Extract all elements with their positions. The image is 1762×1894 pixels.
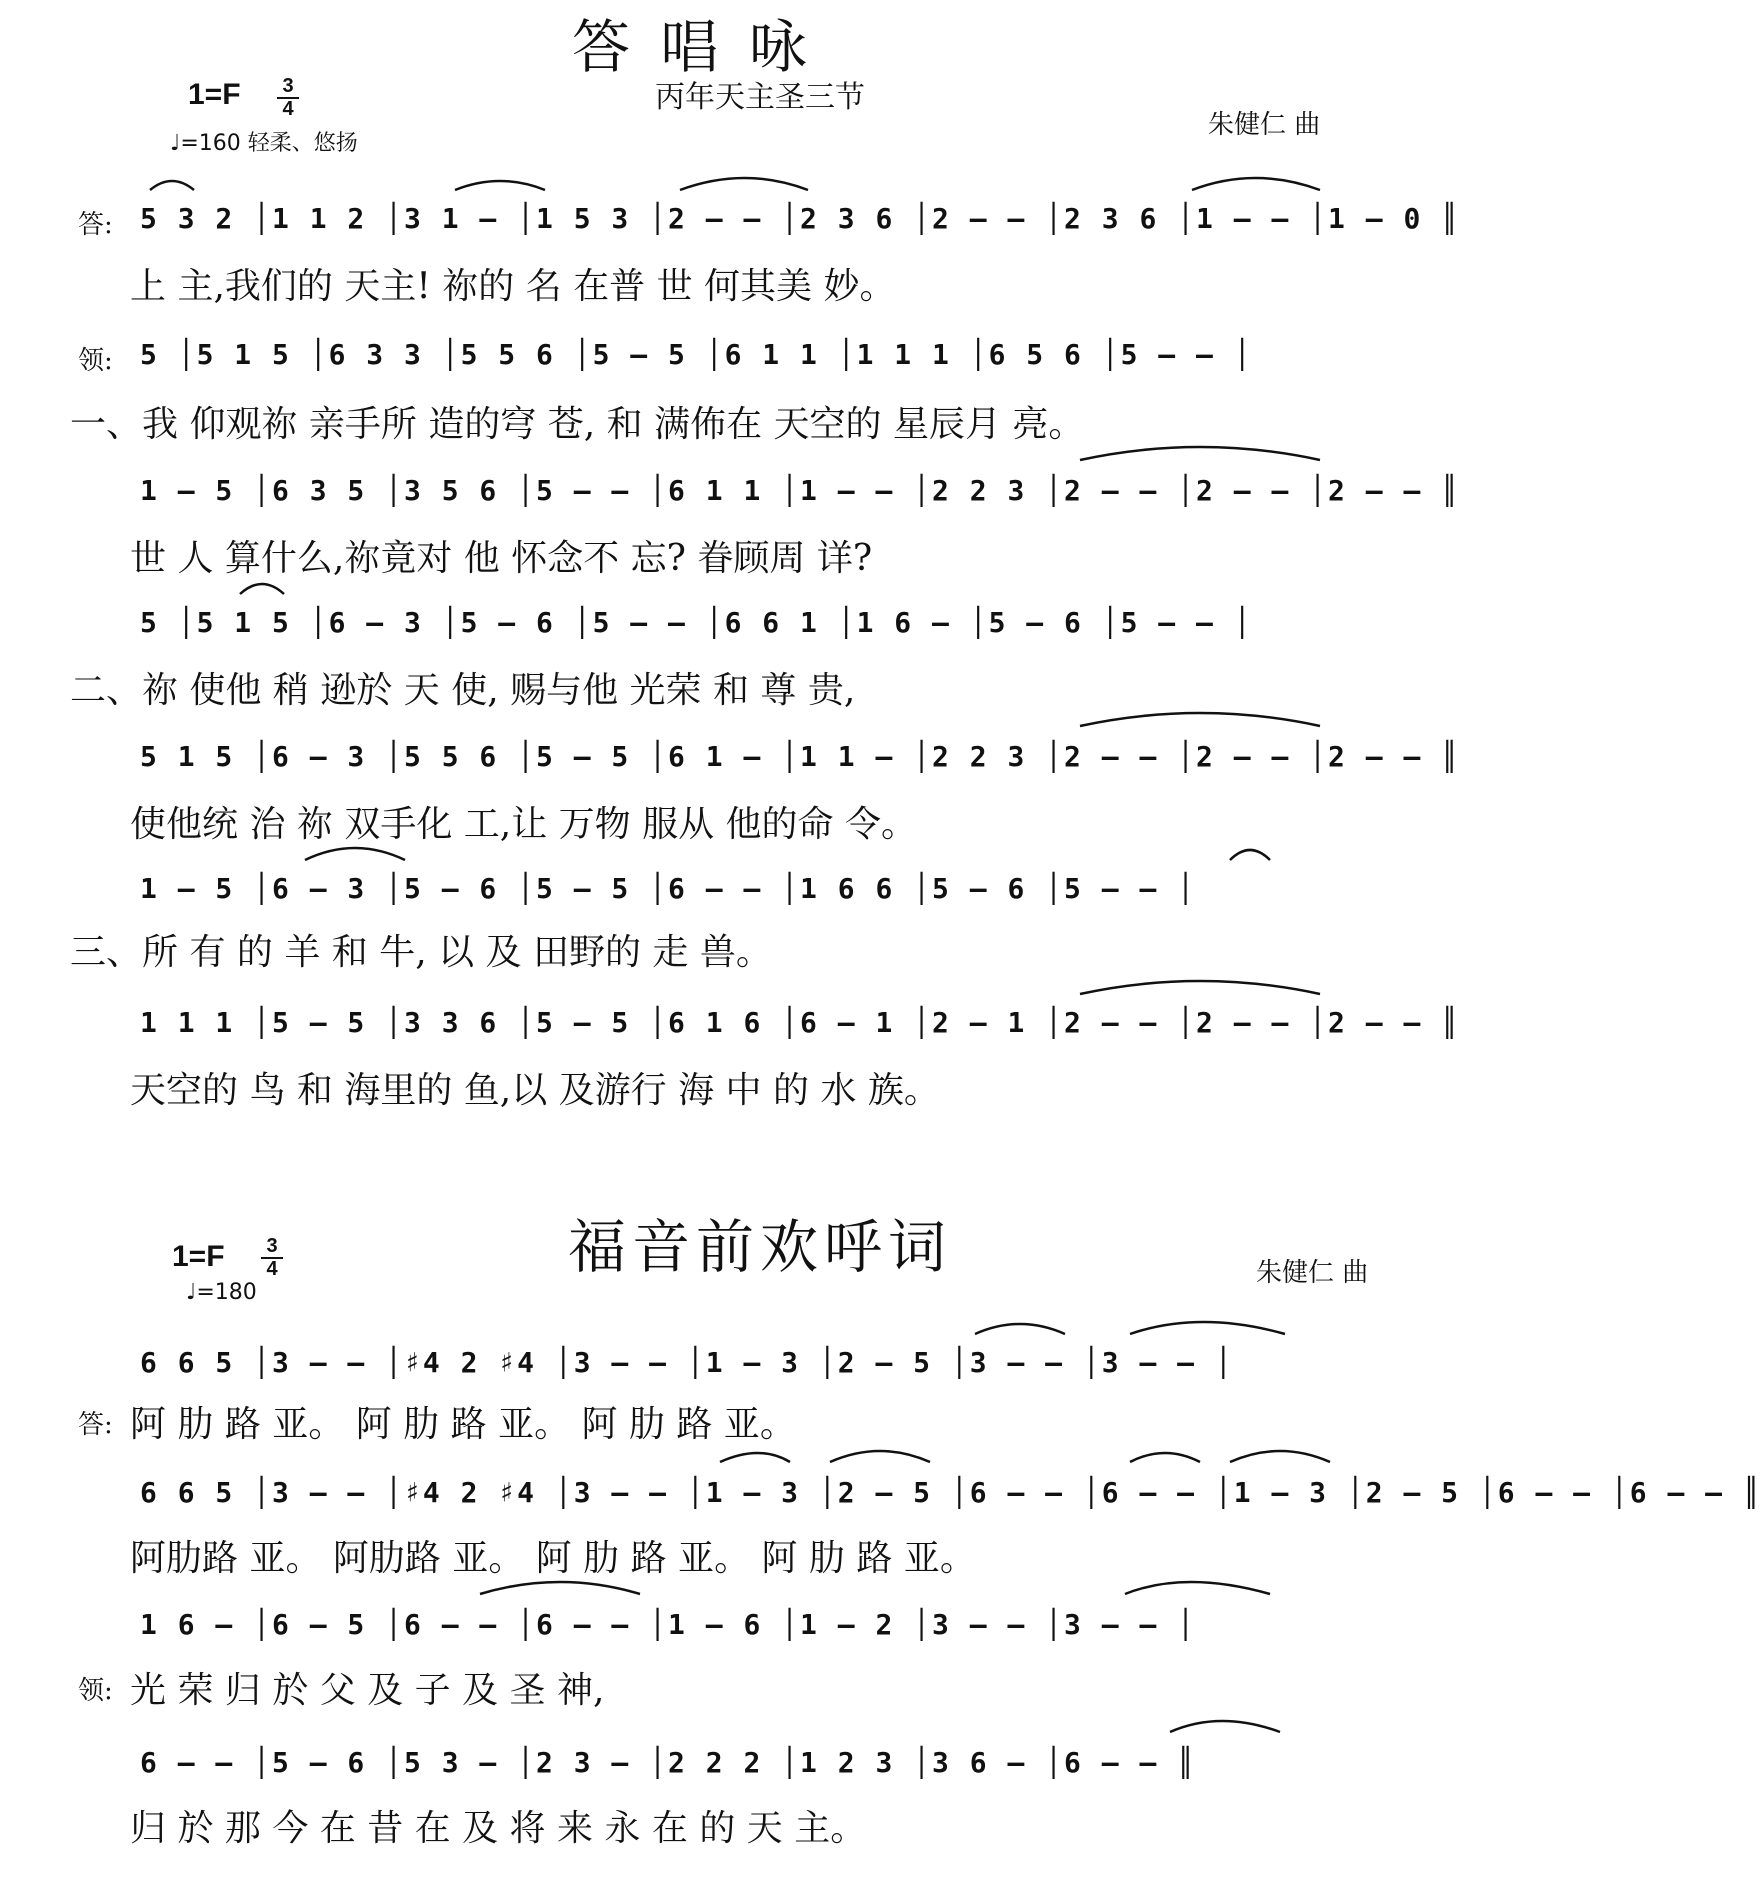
song2-title: 福音前欢呼词	[568, 1213, 953, 1281]
slur-5	[1080, 447, 1320, 460]
song1-time-bottom: 4	[277, 97, 299, 120]
slur-1	[150, 181, 194, 190]
slur-11	[975, 1324, 1065, 1334]
slur-8	[305, 848, 405, 860]
song1-row4-notes: 5 │5 1 5 │6 – 3 │5 – 6 │5 – – │6 6 1 │1 6 – │5 – 6 │5 – – │	[140, 606, 1253, 639]
song1-row1-notes: 5 3 2 │1 1 2 │3 1 – │1 5 3 │2 – – │2 3 6 │2 – – │2 3 6 │1 – – │1 – 0 ║	[140, 202, 1461, 235]
slur-17	[480, 1582, 640, 1594]
song1-row3-lyrics: 世 人 算什么,祢竟对 他 怀念不 忘? 眷顾周 详?	[130, 538, 873, 579]
slur-16	[1230, 1451, 1330, 1462]
slur-3	[680, 178, 808, 190]
slur-10	[1080, 981, 1320, 994]
song2-time-bottom: 4	[261, 1257, 283, 1280]
song2-time-top: 3	[266, 1235, 278, 1257]
song1-row3-notes: 1 – 5 │6 3 5 │3 5 6 │5 – – │6 1 1 │1 – – │2 2 3 │2 – – │2 – – │2 – – ║	[140, 474, 1461, 507]
slur-2	[455, 181, 545, 190]
slur-4	[1192, 178, 1320, 190]
song1-row4-lyrics: 二、祢 使他 稍 逊於 天 使, 赐与他 光荣 和 尊 贵,	[70, 670, 856, 711]
slur-14	[830, 1451, 930, 1462]
song1-row5-lyrics: 使他统 治 祢 双手化 工,让 万物 服从 他的命 令。	[130, 804, 917, 845]
song2-row1-notes: 6 6 5 │3 – – │♯4 2 ♯4 │3 – – │1 – 3 │2 – 5 │3 – – │3 – – │	[140, 1346, 1234, 1379]
song1-row6-lyrics: 三、所 有 的 羊 和 牛, 以 及 田野的 走 兽。	[70, 932, 772, 973]
song1-composer: 朱健仁 曲	[1208, 110, 1321, 140]
slur-13	[720, 1453, 790, 1462]
song1-row7-lyrics: 天空的 鸟 和 海里的 鱼,以 及游行 海 中 的 水 族。	[130, 1070, 940, 1111]
song2-row1-role: 答:	[78, 1410, 113, 1440]
slur-7	[1080, 713, 1320, 726]
song2-row1-lyrics: 阿 肋 路 亚。 阿 肋 路 亚。 阿 肋 路 亚。	[130, 1404, 796, 1445]
slur-12	[1130, 1322, 1285, 1334]
song1-row5-notes: 5 1 5 │6 – 3 │5 5 6 │5 – 5 │6 1 – │1 1 – │2 2 3 │2 – – │2 – – │2 – – ║	[140, 740, 1461, 773]
song2-row3-notes: 1 6 – │6 – 5 │6 – – │6 – – │1 – 6 │1 – 2 │3 – – │3 – – │	[140, 1608, 1197, 1641]
song1-key: 1=F	[188, 78, 241, 111]
song1-time-top: 3	[282, 75, 294, 97]
song1-row7-notes: 1 1 1 │5 – 5 │3 3 6 │5 – 5 │6 1 6 │6 – 1 │2 – 1 │2 – – │2 – – │2 – – ║	[140, 1006, 1461, 1039]
song2-tempo: ♩=180	[186, 1280, 257, 1305]
song1-row2-role: 领:	[78, 346, 113, 376]
slur-18	[1125, 1582, 1270, 1594]
slur-9	[1230, 850, 1270, 860]
song1-subtitle: 丙年天主圣三节	[655, 80, 865, 115]
song1-row1-lyrics: 上 主,我们的 天主! 祢的 名 在普 世 何其美 妙。	[130, 266, 896, 307]
song1-row2-lyrics: 一、我 仰观祢 亲手所 造的穹 苍, 和 满佈在 天空的 星辰月 亮。	[70, 404, 1085, 445]
song2-key: 1=F	[172, 1240, 225, 1273]
song2-composer: 朱健仁 曲	[1256, 1258, 1369, 1288]
song1-row1-role: 答:	[78, 210, 113, 240]
song2-row3-lyrics: 光 荣 归 於 父 及 子 及 圣 神,	[130, 1670, 605, 1711]
slur-19	[1170, 1721, 1280, 1732]
song2-row4-notes: 6 – – │5 – 6 │5 3 – │2 3 – │2 2 2 │1 2 3 │3 6 – │6 – – ║	[140, 1746, 1197, 1779]
song1-row6-notes: 1 – 5 │6 – 3 │5 – 6 │5 – 5 │6 – – │1 6 6 │5 – 6 │5 – – │	[140, 872, 1197, 905]
slur-15	[1130, 1453, 1200, 1462]
song1-tempo: ♩=160 轻柔、悠扬	[170, 131, 358, 156]
song2-row2-lyrics: 阿肋路 亚。 阿肋路 亚。 阿 肋 路 亚。 阿 肋 路 亚。	[130, 1538, 976, 1579]
song1-row2-notes: 5 │5 1 5 │6 3 3 │5 5 6 │5 – 5 │6 1 1 │1 1 1 │6 5 6 │5 – – │	[140, 338, 1253, 371]
song1-title: 答 唱 咏	[572, 13, 813, 81]
song2-row3-role: 领:	[78, 1676, 113, 1706]
slur-6	[240, 584, 284, 594]
song2-row4-lyrics: 归 於 那 今 在 昔 在 及 将 来 永 在 的 天 主。	[130, 1808, 867, 1849]
song2-row2-notes: 6 6 5 │3 – – │♯4 2 ♯4 │3 – – │1 – 3 │2 – 5 │6 – – │6 – – │1 – 3 │2 – 5 │6 – – │6 – – ║	[140, 1476, 1762, 1509]
